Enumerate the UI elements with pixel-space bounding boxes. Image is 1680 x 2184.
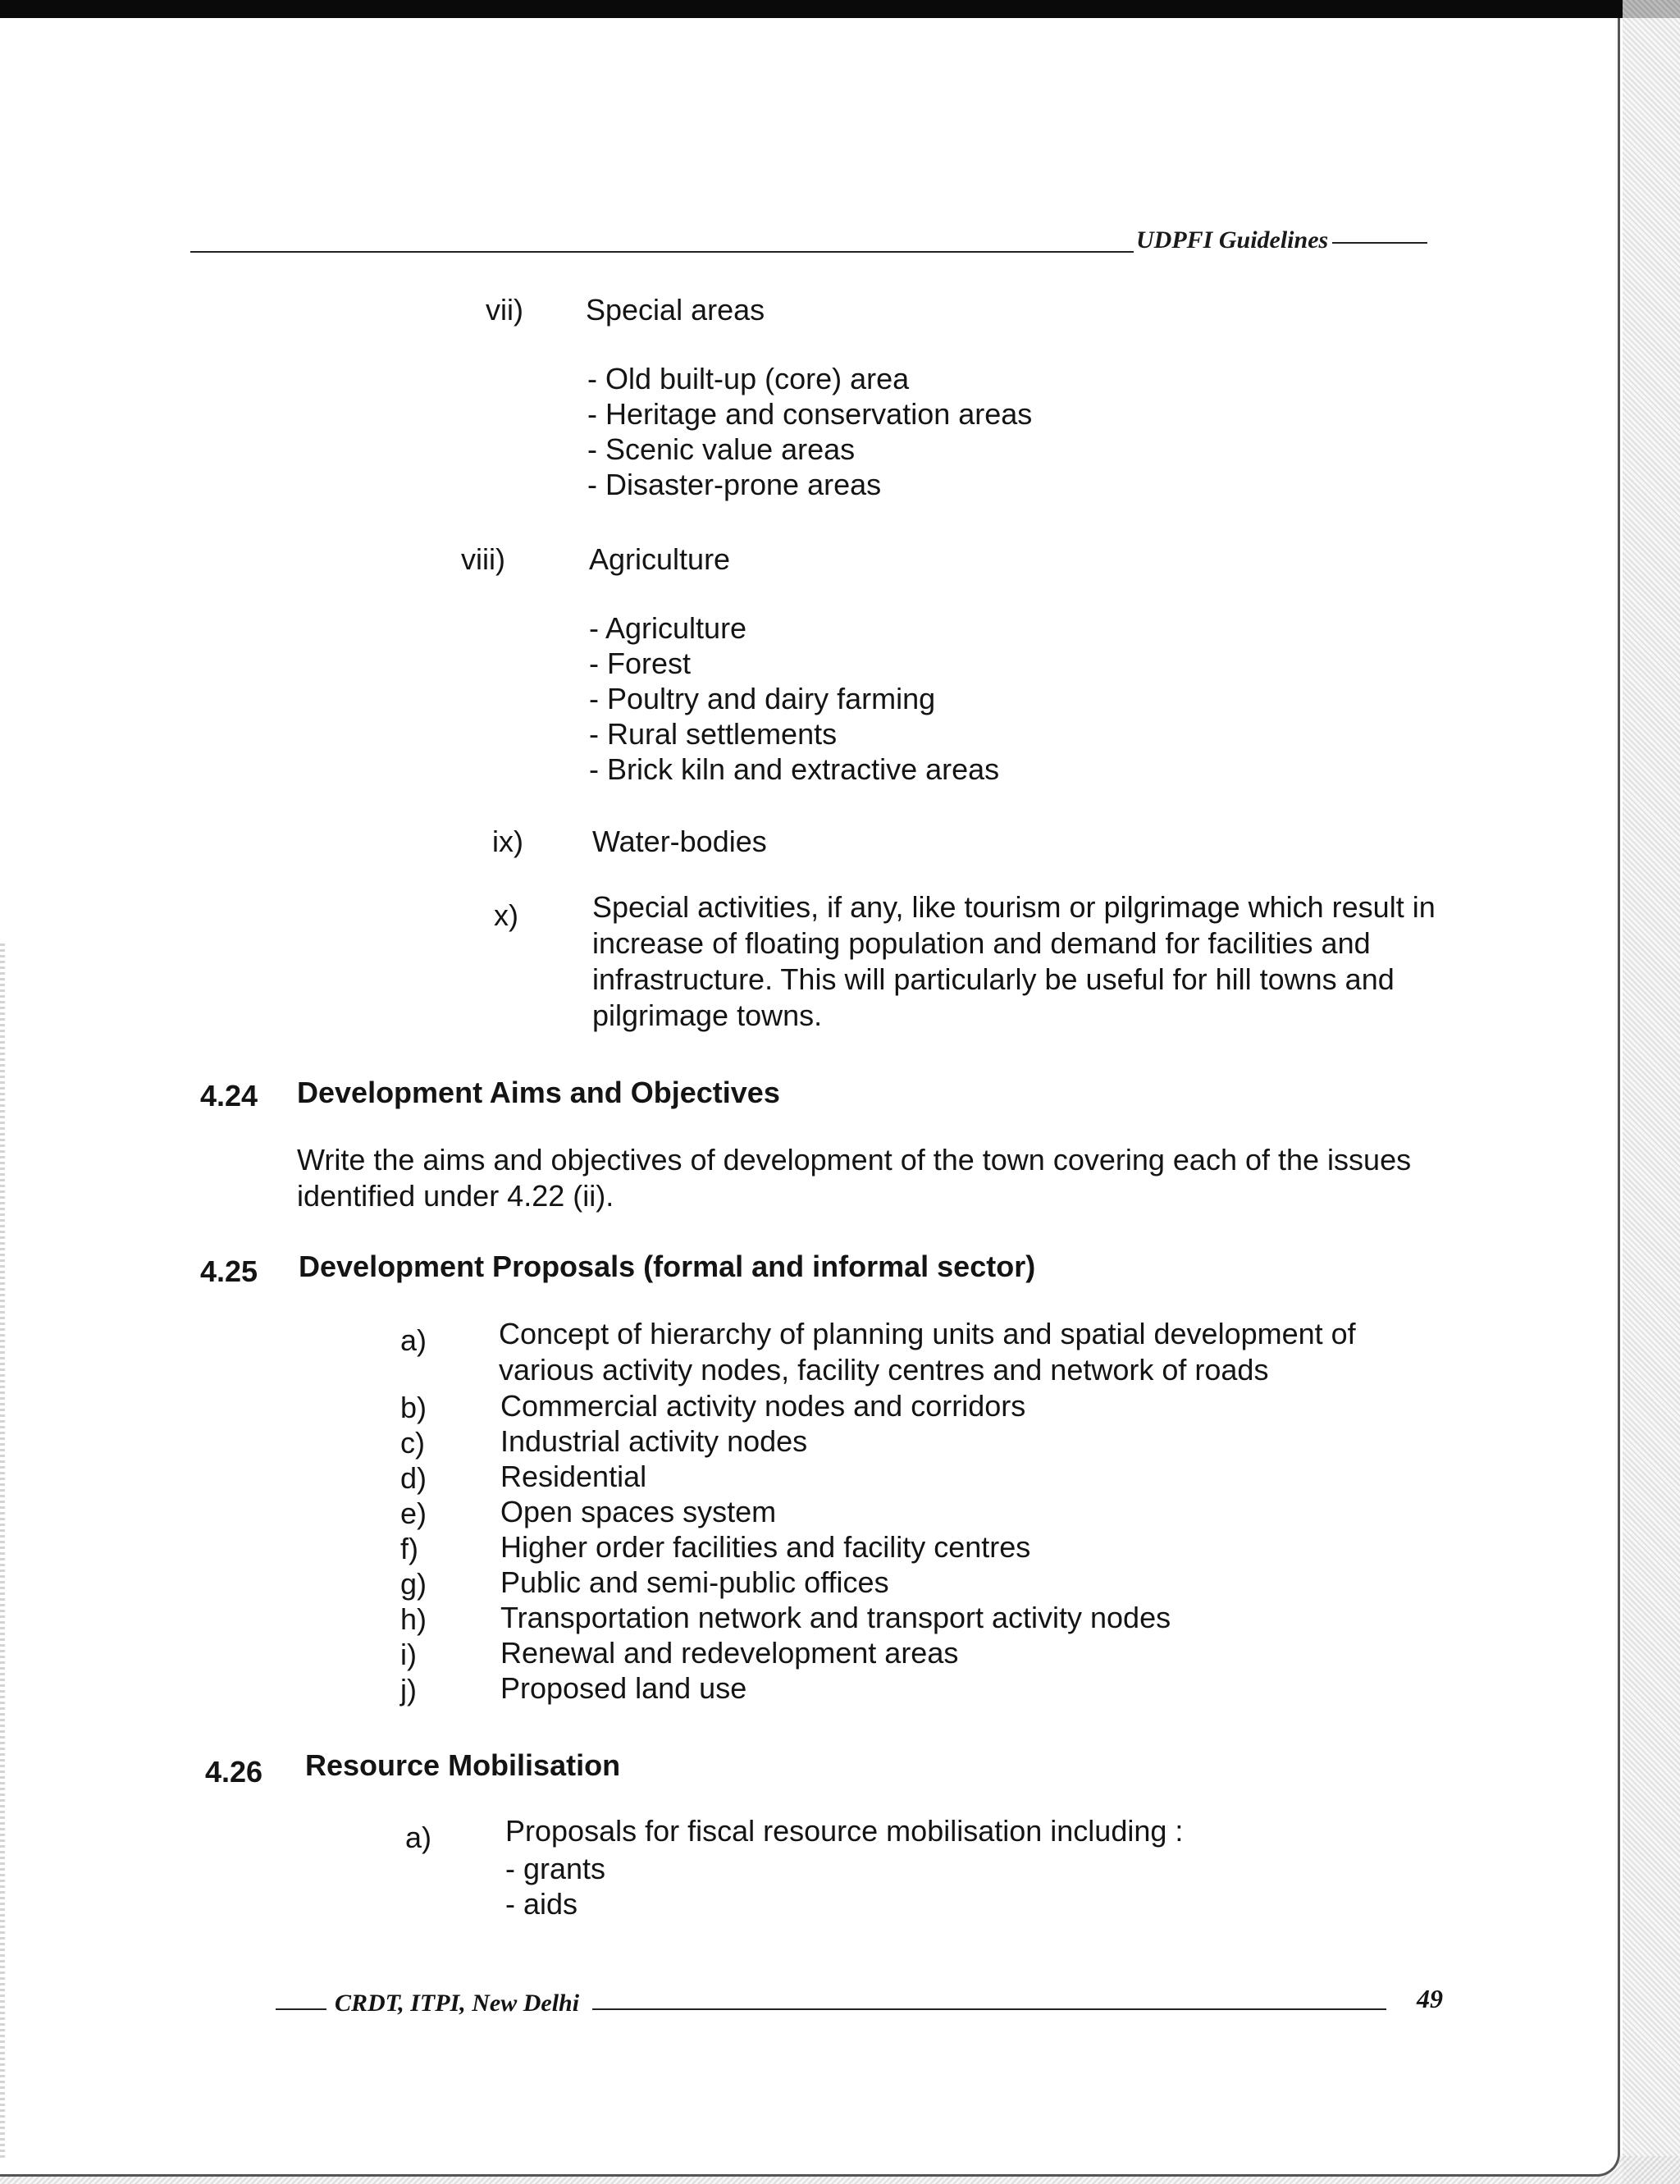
list-item: - Poultry and dairy farming	[589, 682, 936, 715]
list-marker: i)	[400, 1638, 417, 1671]
list-item: Proposals for fiscal resource mobilisation including :	[505, 1814, 1184, 1848]
list-item: Public and semi-public offices	[500, 1565, 889, 1599]
list-marker: viii)	[461, 542, 505, 576]
list-marker: vii)	[486, 293, 523, 327]
list-item: - Scenic value areas	[587, 432, 856, 466]
list-item: - aids	[505, 1887, 578, 1921]
section-heading: Resource Mobilisation	[305, 1748, 621, 1782]
list-marker: h)	[400, 1602, 427, 1636]
sub-list	[505, 1851, 605, 1921]
list-item: - Rural settlements	[589, 717, 838, 751]
list-markers	[400, 1390, 427, 1707]
list-marker: x)	[494, 898, 518, 932]
header-rule	[190, 251, 1134, 253]
section-number: 4.25	[200, 1254, 258, 1288]
running-footer: CRDT, ITPI, New Delhi	[335, 1990, 580, 2017]
list-item-title: Special areas	[586, 293, 765, 327]
scan-top-border	[0, 0, 1680, 18]
list-items	[500, 1388, 1171, 1706]
footer-rule-left	[276, 2008, 326, 2010]
running-header: UDPFI Guidelines	[1136, 226, 1329, 254]
list-marker: g)	[400, 1567, 427, 1601]
list-marker: ix)	[492, 825, 523, 858]
list-item-paragraph: Special activities, if any, like tourism or pilgrimage which result in increase of floating population and demand for facilities and infrastructure. This will particularly be useful for hill towns and pilgrimage towns.	[592, 890, 1436, 1032]
section-heading: Development Aims and Objectives	[297, 1076, 780, 1109]
list-item-title: Water-bodies	[592, 825, 767, 858]
list-item: - Heritage and conservation areas	[587, 397, 1033, 431]
list-marker: d)	[400, 1461, 427, 1495]
list-marker: b)	[400, 1391, 427, 1424]
scan-right-edge	[1623, 0, 1680, 2184]
list-marker: e)	[400, 1496, 427, 1530]
section-heading: Development Proposals (formal and informal sector)	[299, 1250, 1036, 1283]
footer-rule	[592, 2008, 1386, 2010]
list-marker: a)	[405, 1821, 432, 1854]
list-item: Transportation network and transport activity nodes	[500, 1601, 1171, 1634]
list-marker: f)	[400, 1532, 418, 1565]
list-marker: a)	[400, 1323, 427, 1357]
section-number: 4.26	[205, 1755, 263, 1789]
list-marker: j)	[400, 1673, 417, 1707]
list-item-title: Agriculture	[589, 542, 731, 576]
list-item: Residential	[500, 1460, 647, 1493]
section-number: 4.24	[200, 1079, 258, 1113]
list-item: Open spaces system	[500, 1495, 777, 1528]
list-item: Renewal and redevelopment areas	[500, 1636, 959, 1670]
list-item: Proposed land use	[500, 1671, 747, 1705]
header-rule-right	[1332, 242, 1427, 244]
list-marker: c)	[400, 1426, 425, 1460]
list-item: - Old built-up (core) area	[587, 362, 910, 395]
list-item: - Brick kiln and extractive areas	[589, 752, 1000, 786]
list-item: Industrial activity nodes	[500, 1424, 808, 1458]
scan-left-edge	[0, 944, 5, 2158]
section-body: Write the aims and objectives of development of the town covering each of the issues identified under 4.22 (ii).	[297, 1143, 1412, 1213]
list-item: - Forest	[589, 647, 692, 680]
sub-list	[587, 361, 1032, 502]
list-item: - Agriculture	[589, 611, 747, 645]
list-item-paragraph: Concept of hierarchy of planning units and spatial development of various activity nodes, facility centres and network of roads	[499, 1317, 1356, 1387]
page-number: 49	[1417, 1984, 1443, 2013]
list-item: Commercial activity nodes and corridors	[500, 1389, 1026, 1423]
list-item: Higher order facilities and facility centres	[500, 1530, 1031, 1564]
list-item: - grants	[505, 1852, 606, 1885]
list-item: - Disaster-prone areas	[587, 468, 882, 501]
sub-list	[589, 610, 999, 787]
